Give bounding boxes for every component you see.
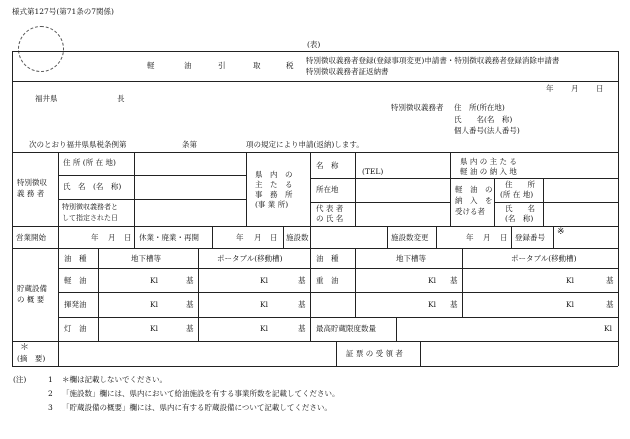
closure-label: 休業・廃業・再開 <box>139 233 199 242</box>
designated-l2: して指定された日 <box>62 214 118 222</box>
receiver-name-l2: (名 称) <box>505 214 534 223</box>
form-title-line1: 特別徴収義務者登録(登録事項変更)申請書・特別徴収義務者登録消除申請書 <box>306 56 560 65</box>
statement-suffix: 項の規定により申請(返納)します。 <box>246 140 364 149</box>
applicant-name-label: 氏 名(名 称) <box>454 115 513 124</box>
name-label: 氏 名 (名 称) <box>63 182 122 191</box>
max-storage-label: 最高貯蔵限度数量 <box>316 324 376 333</box>
facility-count-label: 施設数 <box>286 233 309 242</box>
receiver-l1: 軽 油 の <box>455 185 493 194</box>
receiver-officer-label: 証 票 の 受 領 者 <box>346 349 403 358</box>
receiver-addr-l1: 住 所 <box>505 180 535 189</box>
addressee-title: 長 <box>117 94 125 103</box>
note-3: 「貯蔵設備の概要」欄には、県内に有する貯蔵設備について記載してください。 <box>62 403 332 412</box>
receiver-name-l1: 氏 名 <box>505 204 535 213</box>
statement-article: 条第 <box>182 140 197 149</box>
location-label: 所在地 <box>316 185 339 194</box>
table-bottom <box>12 366 618 367</box>
underground-header: 地下槽等 <box>131 254 161 263</box>
form-title-line2: 特別徴収義務者証返納書 <box>306 67 389 76</box>
rep-l1: 代 表 者 <box>316 204 344 213</box>
registration-no-label: 登録番号 <box>515 233 545 242</box>
main-office-l2: 主 た る <box>255 180 293 189</box>
form-number: 様式第127号(第71条の7関係) <box>12 7 114 16</box>
rep-l2: の 氏 名 <box>316 214 344 223</box>
title-bottom-border <box>12 81 618 82</box>
receipt-stamp-circle <box>18 26 64 72</box>
remarks-mark: ＊ <box>20 343 30 353</box>
oil-type-header: 油 種 <box>64 254 87 263</box>
main-office-l1: 県 内 の <box>255 170 293 179</box>
statement-prefix: 次のとおり福井県県税条例第 <box>29 140 127 149</box>
office-name-label: 名 称 <box>316 161 339 170</box>
underground-header-2: 地下槽等 <box>396 254 426 263</box>
receiver-l2: 納 入 を <box>455 196 493 205</box>
registration-mark: ※ <box>557 227 565 237</box>
receiver-addr-l2: (所 在 地) <box>500 190 534 199</box>
main-office-l4: (事 業 所) <box>255 200 289 209</box>
applicant-number-label: 個人番号(法人番号) <box>454 126 520 135</box>
date-day: 日 <box>596 84 604 93</box>
remarks-label: (摘 要) <box>17 354 46 363</box>
side-label: (表) <box>307 40 321 49</box>
table-top <box>12 152 618 153</box>
heavy-oil-label: 重 油 <box>316 276 339 285</box>
designated-l1: 特別徴収義務者と <box>62 203 118 211</box>
main-office-l3: 事 務 所 <box>255 190 293 199</box>
facility-change-label: 施設数変更 <box>391 233 429 242</box>
addressee-pref: 福井県 <box>35 94 58 103</box>
address-label: 住 所 (所 在 地) <box>63 158 116 167</box>
receiver-l3: 受ける者 <box>455 207 485 216</box>
portable-header: ポータブル(移動槽) <box>217 254 283 263</box>
right-border <box>618 51 619 366</box>
storage-l2: の 概 要 <box>17 295 45 304</box>
applicant-address-label: 住 所(所在地) <box>454 103 505 112</box>
oil-type-header-2: 油 種 <box>316 254 339 263</box>
light-oil-label: 軽 油 <box>64 276 87 285</box>
left-border <box>12 51 13 366</box>
portable-header-2: ポータブル(移動槽) <box>511 254 577 263</box>
volatile-oil-label: 揮発油 <box>64 300 87 309</box>
kerosene-label: 灯 油 <box>64 324 87 333</box>
note-2: 「施設数」欄には、県内において給油施設を有する事業所数を記載してください。 <box>62 389 340 398</box>
date-year: 年 <box>546 84 554 93</box>
business-start-label: 営業開始 <box>16 233 46 242</box>
storage-l1: 貯蔵設備 <box>17 284 47 293</box>
dest-l2: 軽 油 の 納 入 地 <box>460 167 517 176</box>
applicant-label: 特別徴収義務者 <box>391 103 444 112</box>
agent-label-l1: 特別徴収 <box>17 178 47 187</box>
tel-label: (TEL) <box>362 167 384 176</box>
note-1: ＊欄は記載しないでください。 <box>62 375 167 384</box>
dest-l1: 県 内 の 主 た る <box>460 157 517 166</box>
agent-label-l2: 義 務 者 <box>17 189 45 198</box>
top-border <box>12 51 618 52</box>
date-month: 月 <box>571 84 579 93</box>
notes-prefix: (注) <box>13 375 27 384</box>
